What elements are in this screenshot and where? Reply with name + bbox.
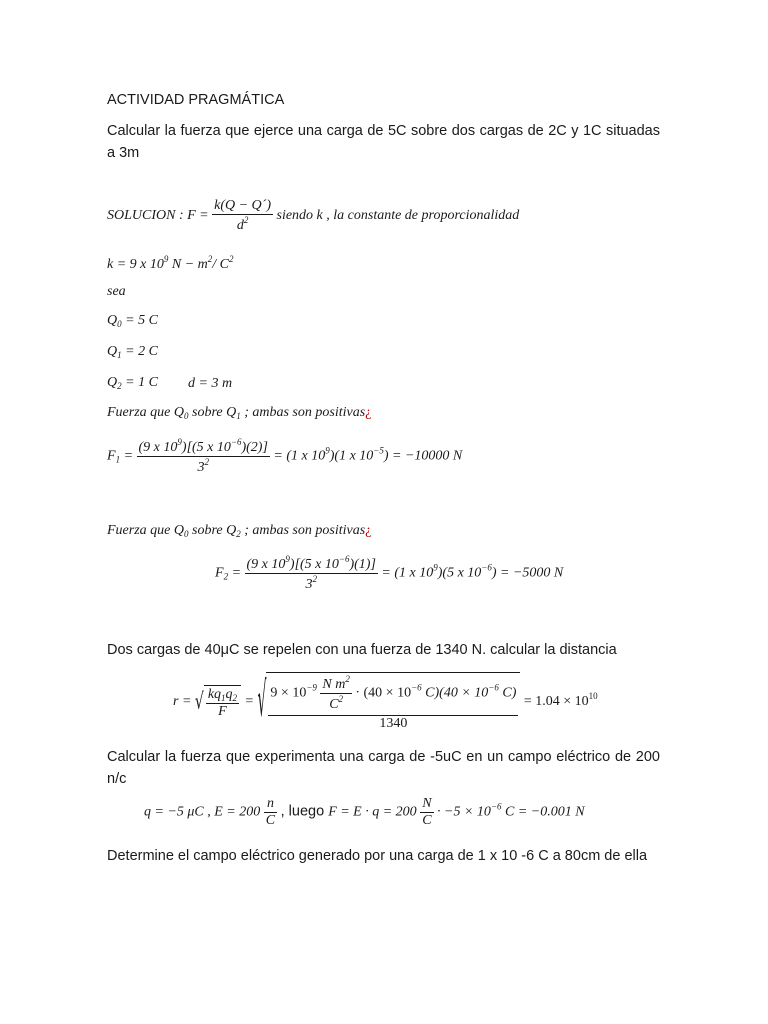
f1-label-s2: 1	[236, 411, 241, 421]
f2-r-e1: 9	[433, 562, 438, 573]
q0-value: = 5 C	[121, 313, 158, 328]
f2-r-e2: −6	[481, 562, 492, 573]
r-result: = 1.04 × 10	[523, 694, 589, 710]
problem-1-text: Calcular la fuerza que ejerce una carga de 5C sobre dos cargas de 2C y 1C situadas a 3m	[107, 123, 660, 161]
f2-label-s1: 0	[184, 529, 189, 539]
f1-den-exp: 2	[204, 457, 209, 467]
f2-r-c: ) = −5000 N	[491, 565, 564, 581]
f1-numerator	[137, 437, 270, 456]
f1-r-a: = (1 x 10	[273, 448, 326, 464]
q-fd: C	[265, 813, 276, 828]
f1-num-e2: −6	[230, 437, 242, 447]
f1-r-c: ) = −10000 N	[383, 448, 463, 464]
r-n-fd-e: 2	[338, 694, 344, 704]
page-title: ACTIVIDAD PRAGMÁTICA	[107, 92, 285, 108]
q-fn2: N	[422, 796, 432, 811]
r-big-den: 1340	[268, 715, 518, 732]
q2-line	[107, 375, 158, 391]
f2-label-mark: ¿	[365, 523, 372, 538]
f2-num-b: )[(5 x 10	[289, 557, 339, 572]
q1-value: = 2 C	[121, 344, 158, 359]
r-big-fraction	[268, 674, 518, 732]
r-big-num	[268, 674, 518, 715]
f2-lhs-sub: 2	[223, 571, 229, 582]
r-inner-den: F	[206, 703, 239, 720]
r-n-fd: C	[329, 697, 339, 712]
f1-r-b: )(1 x 10	[329, 448, 374, 464]
k-e1: 9	[163, 254, 169, 264]
r-f-num: kq	[207, 686, 222, 702]
f2-r-a: = (1 x 10	[381, 565, 434, 581]
r-f-q: q	[225, 686, 233, 702]
sqrt-1	[204, 685, 241, 720]
q-b: F = E · q = 200	[328, 804, 417, 820]
sqrt-sign-2: √	[257, 674, 267, 730]
q-a: q = −5 μC , E = 200	[144, 804, 261, 820]
r-inner-fraction	[206, 687, 239, 720]
f1-label-s1: 0	[184, 411, 189, 421]
r-lhs: r =	[173, 694, 192, 710]
f2-fraction	[245, 554, 378, 593]
r-n-e: −9	[306, 682, 317, 693]
solution-denominator	[212, 214, 273, 234]
f2-denominator	[245, 573, 378, 593]
f1-lhs-sub: 1	[115, 454, 121, 465]
r-n-c: C)(40 × 10	[421, 685, 489, 701]
q1-symbol: Q	[107, 344, 118, 359]
f1-label-tail: ; ambas son positivas	[240, 405, 366, 420]
problem-4-text: Determine el campo eléctrico generado por una carga de 1 x 10 -6 C a 80cm de ella	[107, 848, 648, 864]
f1-eq: =	[120, 448, 134, 464]
f1-label	[107, 405, 371, 421]
solution-den-base: d	[236, 218, 244, 233]
r-result-exp: 10	[588, 691, 598, 702]
f2-num-c: )(1)]	[349, 557, 376, 572]
k-e3: 2	[229, 254, 234, 264]
f1-r-e2: −5	[373, 445, 384, 456]
f1-label-mid: sobre Q	[188, 405, 237, 420]
q1-line	[107, 344, 158, 360]
problem-3-text: Calcular la fuerza que experimenta una carga de -5uC en un campo eléctrico de 200 n/c	[107, 749, 660, 787]
r-unit-fraction	[320, 674, 351, 713]
f2-label-s2: 2	[236, 529, 241, 539]
f1-num-e1: 9	[177, 437, 182, 447]
f2-num-e1: 9	[285, 554, 290, 564]
k-e2: 2	[207, 254, 213, 264]
sea-text: sea	[107, 284, 126, 299]
f2-label-mid: sobre Q	[188, 523, 237, 538]
k-c: / C	[212, 257, 230, 272]
r-unit-num	[320, 674, 351, 693]
distance-value: d = 3 m	[188, 376, 233, 391]
solution-prefix: SOLUCION : F =	[107, 208, 209, 224]
f1-den-base: 3	[197, 460, 205, 475]
solution-fraction	[212, 198, 273, 234]
f1-denominator	[137, 456, 270, 476]
f1-equation	[107, 437, 462, 476]
r-n-a: 9 × 10	[270, 685, 307, 701]
f1-lhs: F	[107, 448, 116, 464]
problem-2-text: Dos cargas de 40μC se repelen con una fuerza de 1340 N. calcular la distancia	[107, 642, 617, 658]
q-luego: , luego	[280, 803, 329, 820]
k-b: N − m	[168, 257, 208, 272]
f2-eq: =	[228, 565, 242, 581]
f1-num-a: (9 x 10	[138, 440, 178, 455]
f2-den-base: 3	[305, 577, 313, 592]
f2-label	[107, 523, 371, 539]
solution-numerator: k(Q − Q´)	[214, 198, 271, 213]
r-f-s2: 2	[232, 692, 238, 703]
f2-label-a: Fuerza que Q	[107, 523, 184, 538]
f2-num-a: (9 x 10	[246, 557, 286, 572]
f1-r-e1: 9	[325, 445, 330, 456]
q0-symbol: Q	[107, 313, 118, 328]
f1-label-mark: ¿	[365, 405, 372, 420]
r-inner-num	[206, 687, 239, 703]
q0-line	[107, 313, 158, 329]
f1-label-a: Fuerza que Q	[107, 405, 184, 420]
f2-equation	[215, 554, 563, 593]
q0-sub: 0	[117, 319, 122, 329]
f2-label-tail: ; ambas son positivas	[240, 523, 366, 538]
q-fd2: C	[422, 813, 432, 828]
solution-suffix: siendo k , la constante de proporcionalidad	[276, 208, 520, 224]
r-n-e3: −6	[488, 682, 499, 693]
f2-num-e2: −6	[338, 554, 350, 564]
f2-r-b: )(5 x 10	[437, 565, 482, 581]
r-n-fn: N m	[322, 677, 346, 692]
q2-sub: 2	[117, 381, 122, 391]
q-d: C = −0.001 N	[501, 804, 585, 820]
r-f-s1: 1	[221, 692, 226, 703]
f1-num-b: )[(5 x 10	[181, 440, 231, 455]
f1-num-c: )(2)]	[241, 440, 268, 455]
q-e: −6	[490, 801, 502, 812]
q-c: · −5 × 10	[433, 804, 491, 820]
q-equation	[144, 796, 585, 829]
k-constant	[107, 254, 234, 273]
solution-formula	[107, 198, 519, 234]
q1-sub: 1	[117, 350, 122, 360]
r-n-fn-e: 2	[345, 674, 350, 684]
r-n-b: · (40 × 10	[351, 685, 412, 701]
q2-symbol: Q	[107, 375, 118, 390]
f2-lhs: F	[215, 565, 224, 581]
r-equation	[173, 672, 598, 732]
solution-den-exp: 2	[243, 215, 249, 225]
q-frac-2	[420, 796, 433, 829]
r-n-e2: −6	[411, 682, 422, 693]
q-fn: n	[266, 796, 274, 811]
r-n-d: C)	[498, 685, 517, 701]
q-frac-1	[264, 796, 277, 829]
r-unit-den	[320, 693, 351, 713]
f2-den-exp: 2	[312, 574, 317, 584]
r-eq: =	[244, 694, 254, 710]
q2-value: = 1 C	[121, 375, 158, 390]
sqrt-2	[266, 672, 520, 732]
k-a: k = 9 x 10	[107, 257, 164, 272]
sqrt-sign-1: √	[194, 689, 204, 715]
f1-fraction	[137, 437, 270, 476]
f2-numerator	[245, 554, 378, 573]
